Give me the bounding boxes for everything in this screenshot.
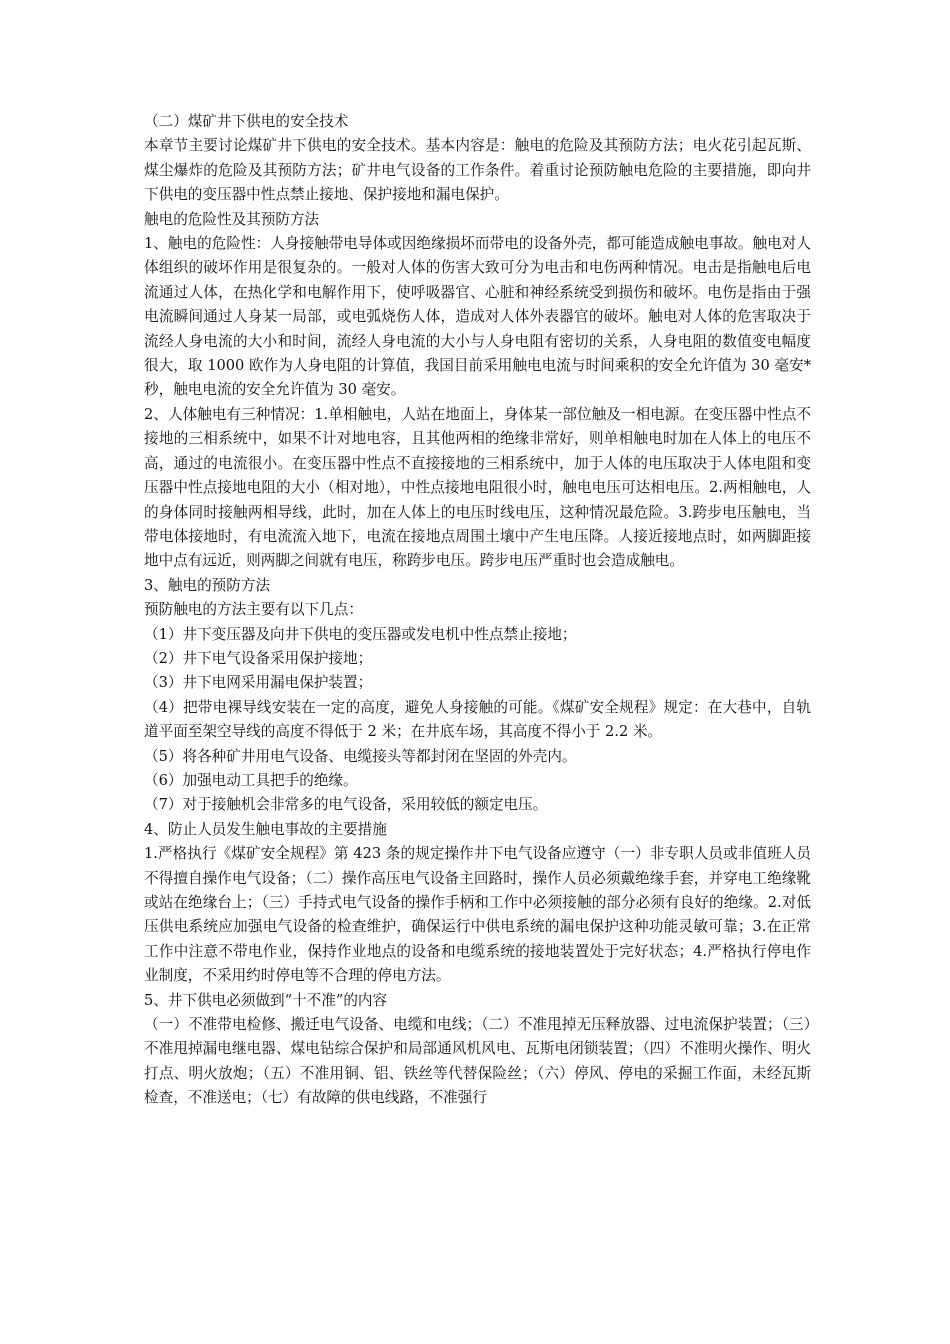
list-item: （6）加强电动工具把手的绝缘。 — [144, 771, 358, 789]
section-title: （二）煤矿井下供电的安全技术 — [144, 113, 349, 130]
list-item: （1）井下变压器及向井下供电的变压器或发电机中性点禁止接地； — [144, 625, 577, 643]
list-item: （5）将各种矿井用电气设备、电缆接头等都封闭在坚固的外壳内。 — [144, 747, 577, 765]
heading-ten-prohibitions: 5、井下供电必须做到“十不准”的内容 — [144, 991, 388, 1009]
paragraph-main-measures: 1.严格执行《煤矿安全规程》第 423 条的规定操作井下电气设备应遵守（一）非专职人员或非值班人员不得擅自操作电气设备；（二）操作高压电气设备主回路时，操作人员必须戴绝缘手套，并穿电工绝缘靴或站在绝缘台上；（三）手持式电气设备的操作手柄和工作中必须接触的部分必须有良好的绝缘。2.对低压供电系统应加强电气设备的检查维护，确保运行中供电系统的漏电保护这种功能灵敏可靠；3.在正常工作中注意不带电作业，保持作业地点的设备和电缆系统的接地装置处于完好状态；4.严格执行停电作业制度，不采用约时停电等不合理的停电方法。 — [144, 845, 811, 985]
heading-main-measures: 4、防止人员发生触电事故的主要措施 — [144, 820, 387, 838]
intro-paragraph: 本章节主要讨论煤矿井下供电的安全技术。基本内容是：触电的危险及其预防方法；电火花引起瓦斯、煤尘爆炸的危险及其预防方法；矿井电气设备的工作条件。着重讨论预防触电危险的主要措施，即向井下供电的变压器中性点禁止接地、保护接地和漏电保护。 — [144, 137, 811, 204]
prevention-intro: 预防触电的方法主要有以下几点： — [144, 601, 363, 619]
list-item: （2）井下电气设备采用保护接地； — [144, 649, 373, 667]
heading-prevention: 3、触电的预防方法 — [144, 576, 271, 594]
list-item: （3）井下电网采用漏电保护装置； — [144, 674, 373, 692]
paragraph-shock-danger: 1、触电的危险性：人身接触带电导体或因绝缘损坏而带电的设备外壳，都可能造成触电事故。触电对人体组织的破坏作用是很复杂的。一般对人体的伤害大致可分为电击和电伤两种情况。电击是指触电后电流通过人体，在热化学和电解作用下，使呼吸器官、心脏和神经系统受到损伤和破坏。电伤是指由于强电流瞬间通过人身某一局部，或电弧烧伤人体，造成对人体外表器官的破坏。触电对人体的危害取决于流经人身电流的大小和时间，流经人身电流的大小与人身电阻有密切的关系，人身电阻的数值变电幅度很大，取 1000 欧作为人身电阻的计算值，我国目前采用触电电流与时间乘积的安全允许值为 30 毫安*秒，触电电流的安全允许值为 30 毫安。 — [144, 235, 811, 399]
list-item: （7）对于接触机会非常多的电气设备，采用较低的额定电压。 — [144, 796, 548, 814]
list-item: （4）把带电裸导线安装在一定的高度，避免人身接触的可能。《煤矿安全规程》规定：在大巷中，自轨道平面至架空导线的高度不得低于 2 米；在井底车场，其高度不得小于 2.2 米。 — [144, 698, 811, 741]
paragraph-ten-prohibitions: （一）不准带电检修、搬迁电气设备、电缆和电线；（二）不准甩掉无压释放器、过电流保护装置；（三）不准甩掉漏电继电器、煤电钻综合保护和局部通风机风电、瓦斯电闭锁装置；（四）不准明火操作、明火打点、明火放炮；（五）不准用铜、铝、铁丝等代替保险丝；（六）停风、停电的采掘工作面，未经瓦斯检查，不准送电；（七）有故障的供电线路，不准强行 — [144, 1016, 811, 1107]
paragraph-shock-types: 2、人体触电有三种情况：1.单相触电，人站在地面上，身体某一部位触及一相电源。在变压器中性点不接地的三相系统中，如果不计对地电容，且其他两相的绝缘非常好，则单相触电时加在人体上的电压不高，通过的电流很小。在变压器中性点不直接接地的三相系统中，加于人体的电压取决于人体电阻和变压器中性点接地电阻的大小（相对地），中性点接地电阻很小时，触电电压可达相电压。2.两相触电，人的身体同时接触两相导线，此时，加在人体上的电压时线电压，这种情况最危险。3.跨步电压触电，当带电体接地时，有电流流入地下，电流在接地点周围土壤中产生电压降。人接近接地点时，如两脚距接地中点有远近，则两脚之间就有电压，称跨步电压。跨步电压严重时也会造成触电。 — [144, 405, 811, 570]
document-page — [144, 110, 811, 1111]
subheading-shock-danger: 触电的危险性及其预防方法 — [144, 210, 320, 228]
